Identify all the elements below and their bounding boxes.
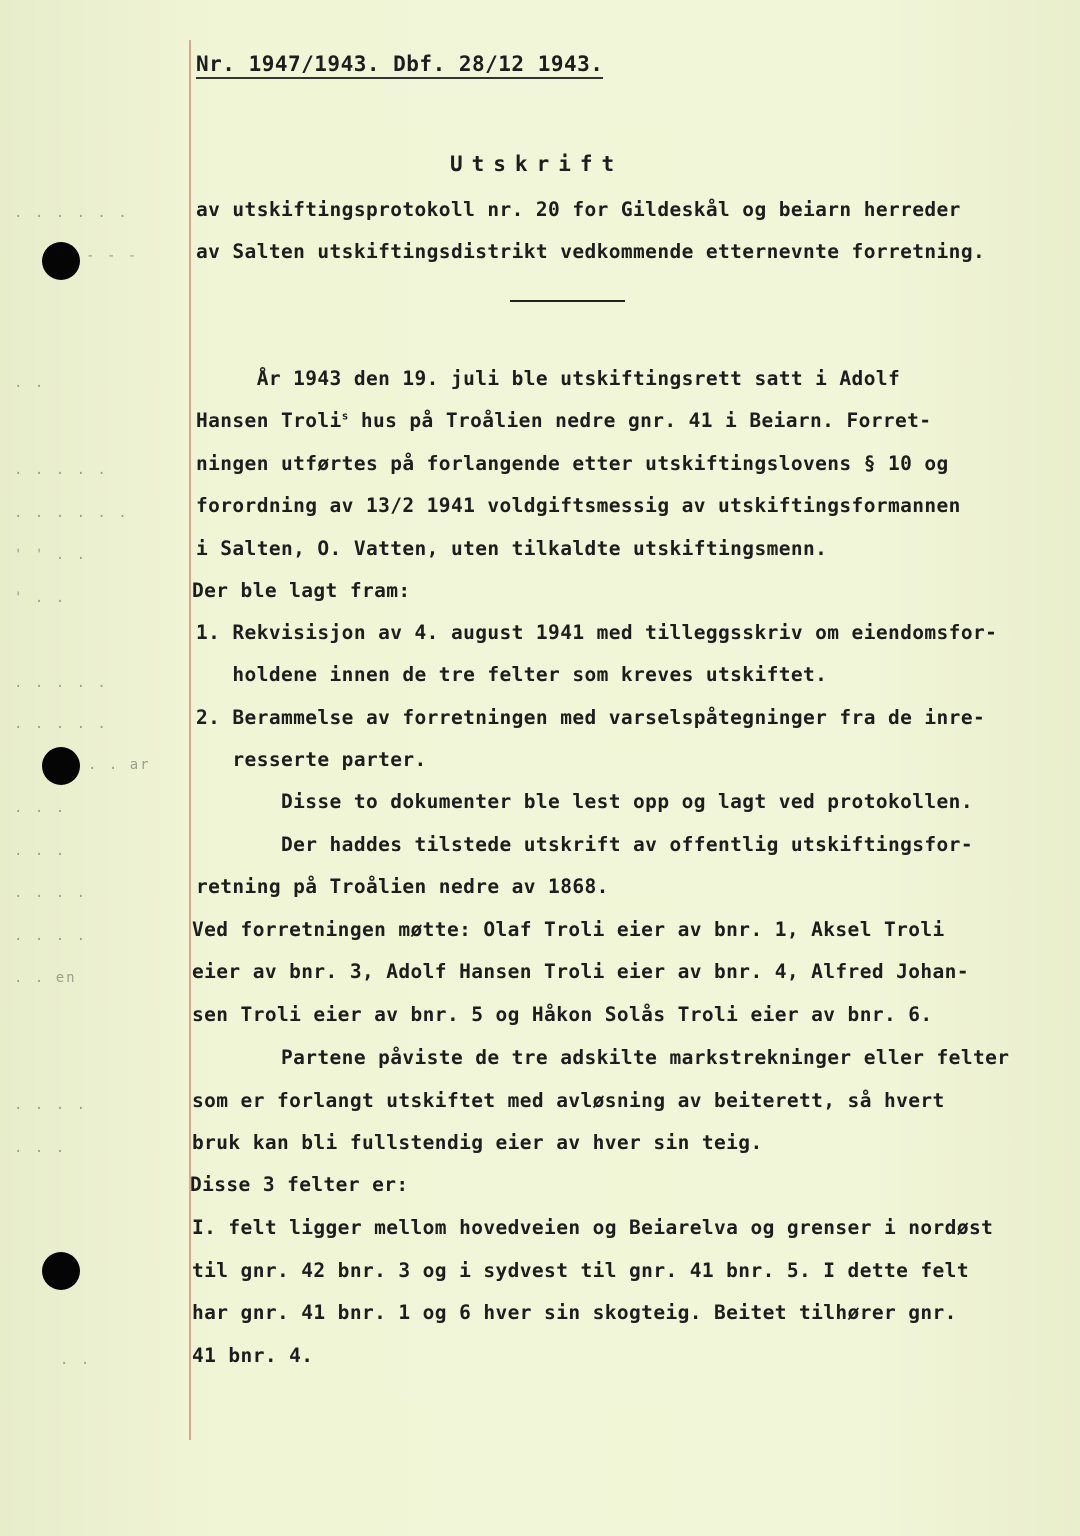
body-line: Der ble lagt fram: xyxy=(192,579,411,602)
body-line: I. felt ligger mellom hovedveien og Beiarelva og grenser i nordøst xyxy=(192,1216,994,1239)
punch-hole-middle xyxy=(42,747,80,785)
bleed-through-text: . . . xyxy=(14,800,67,816)
list-item-2: 2. Berammelse av forretningen med varselspåtegninger fra de inre- xyxy=(196,706,986,729)
list-item-1-cont: holdene innen de tre felter som kreves utskiftet. xyxy=(196,663,828,686)
bleed-through-text: . . . . . . xyxy=(14,205,129,221)
body-line: retning på Troålien nedre av 1868. xyxy=(196,875,609,898)
body-line: sen Troli eier av bnr. 5 og Håkon Solås Troli eier av bnr. 6. xyxy=(192,1003,933,1026)
body-line: i Salten, O. Vatten, uten tilkaldte utskiftingsmenn. xyxy=(196,537,828,560)
bleed-through-text: . . . . . xyxy=(14,675,108,691)
document-title: Utskrift xyxy=(450,152,624,176)
body-line: Disse 3 felter er: xyxy=(190,1173,409,1196)
bleed-through-text: . . . . . . xyxy=(14,505,129,521)
body-line-part: hus på Troålien nedre gnr. 41 i Beiarn. Forret- xyxy=(348,409,932,432)
body-line: som er forlangt utskiftet med avløsning av beiterett, så hvert xyxy=(192,1089,945,1112)
superscript-s: s xyxy=(341,409,349,423)
bleed-through-text: . . . . xyxy=(14,928,88,944)
punch-hole-bottom xyxy=(42,1252,80,1290)
document-reference: Nr. 1947/1943. Dbf. 28/12 1943. xyxy=(196,52,603,79)
body-line: 41 bnr. 4. xyxy=(192,1344,314,1367)
bleed-through-text: . . en xyxy=(14,970,77,986)
body-line: har gnr. 41 bnr. 1 og 6 hver sin skogteig. Beitet tilhører gnr. xyxy=(192,1301,957,1324)
bleed-through-text: ' . . xyxy=(14,590,67,606)
bleed-through-text: . . xyxy=(14,375,46,391)
bleed-through-text: . . . . . xyxy=(14,716,108,732)
list-item-2-cont: resserte parter. xyxy=(196,748,427,771)
body-line: forordning av 13/2 1941 voldgiftsmessig av utskiftingsformannen xyxy=(196,494,961,517)
body-line: bruk kan bli fullstendig eier av hver sin teig. xyxy=(192,1131,763,1154)
body-line: År 1943 den 19. juli ble utskiftingsrett satt i Adolf xyxy=(196,367,901,390)
body-line-part: Hansen Troli xyxy=(196,409,342,432)
body-line: Ved forretningen møtte: Olaf Troli eier av bnr. 1, Aksel Troli xyxy=(192,918,945,941)
bleed-through-text: . . . xyxy=(14,1140,67,1156)
bleed-through-text: . . . . xyxy=(14,885,88,901)
body-line: eier av bnr. 3, Adolf Hansen Troli eier av bnr. 4, Alfred Johan- xyxy=(192,960,969,983)
body-line: ningen utførtes på forlangende etter utskiftingslovens § 10 og xyxy=(196,452,949,475)
punch-hole-top xyxy=(42,242,80,280)
list-item-1: 1. Rekvisisjon av 4. august 1941 med tilleggsskriv om eiendomsfor- xyxy=(196,621,998,644)
bleed-through-text: - - - xyxy=(86,248,139,264)
subtitle-line: av Salten utskiftingsdistrikt vedkommende etternevnte forretning. xyxy=(196,240,986,263)
bleed-through-text: . . xyxy=(60,1352,92,1368)
section-divider xyxy=(510,300,625,302)
bleed-through-text: . . . . xyxy=(14,1097,88,1113)
subtitle-line: av utskiftingsprotokoll nr. 20 for Gildeskål og beiarn herreder xyxy=(196,198,961,221)
body-line: til gnr. 42 bnr. 3 og i sydvest til gnr. 41 bnr. 5. I dette felt xyxy=(192,1259,969,1282)
body-line: Partene påviste de tre adskilte markstrekninger eller felter xyxy=(196,1046,1010,1069)
body-line: Disse to dokumenter ble lest opp og lagt ved protokollen. xyxy=(196,790,973,813)
body-line xyxy=(196,409,931,432)
bleed-through-text: ' ' . . xyxy=(14,547,88,563)
bleed-through-text: . . . xyxy=(14,843,67,859)
bleed-through-text: . . . . . xyxy=(14,462,108,478)
body-line: Der haddes tilstede utskrift av offentlig utskiftingsfor- xyxy=(196,833,973,856)
bleed-through-text: . . ar xyxy=(88,757,151,773)
